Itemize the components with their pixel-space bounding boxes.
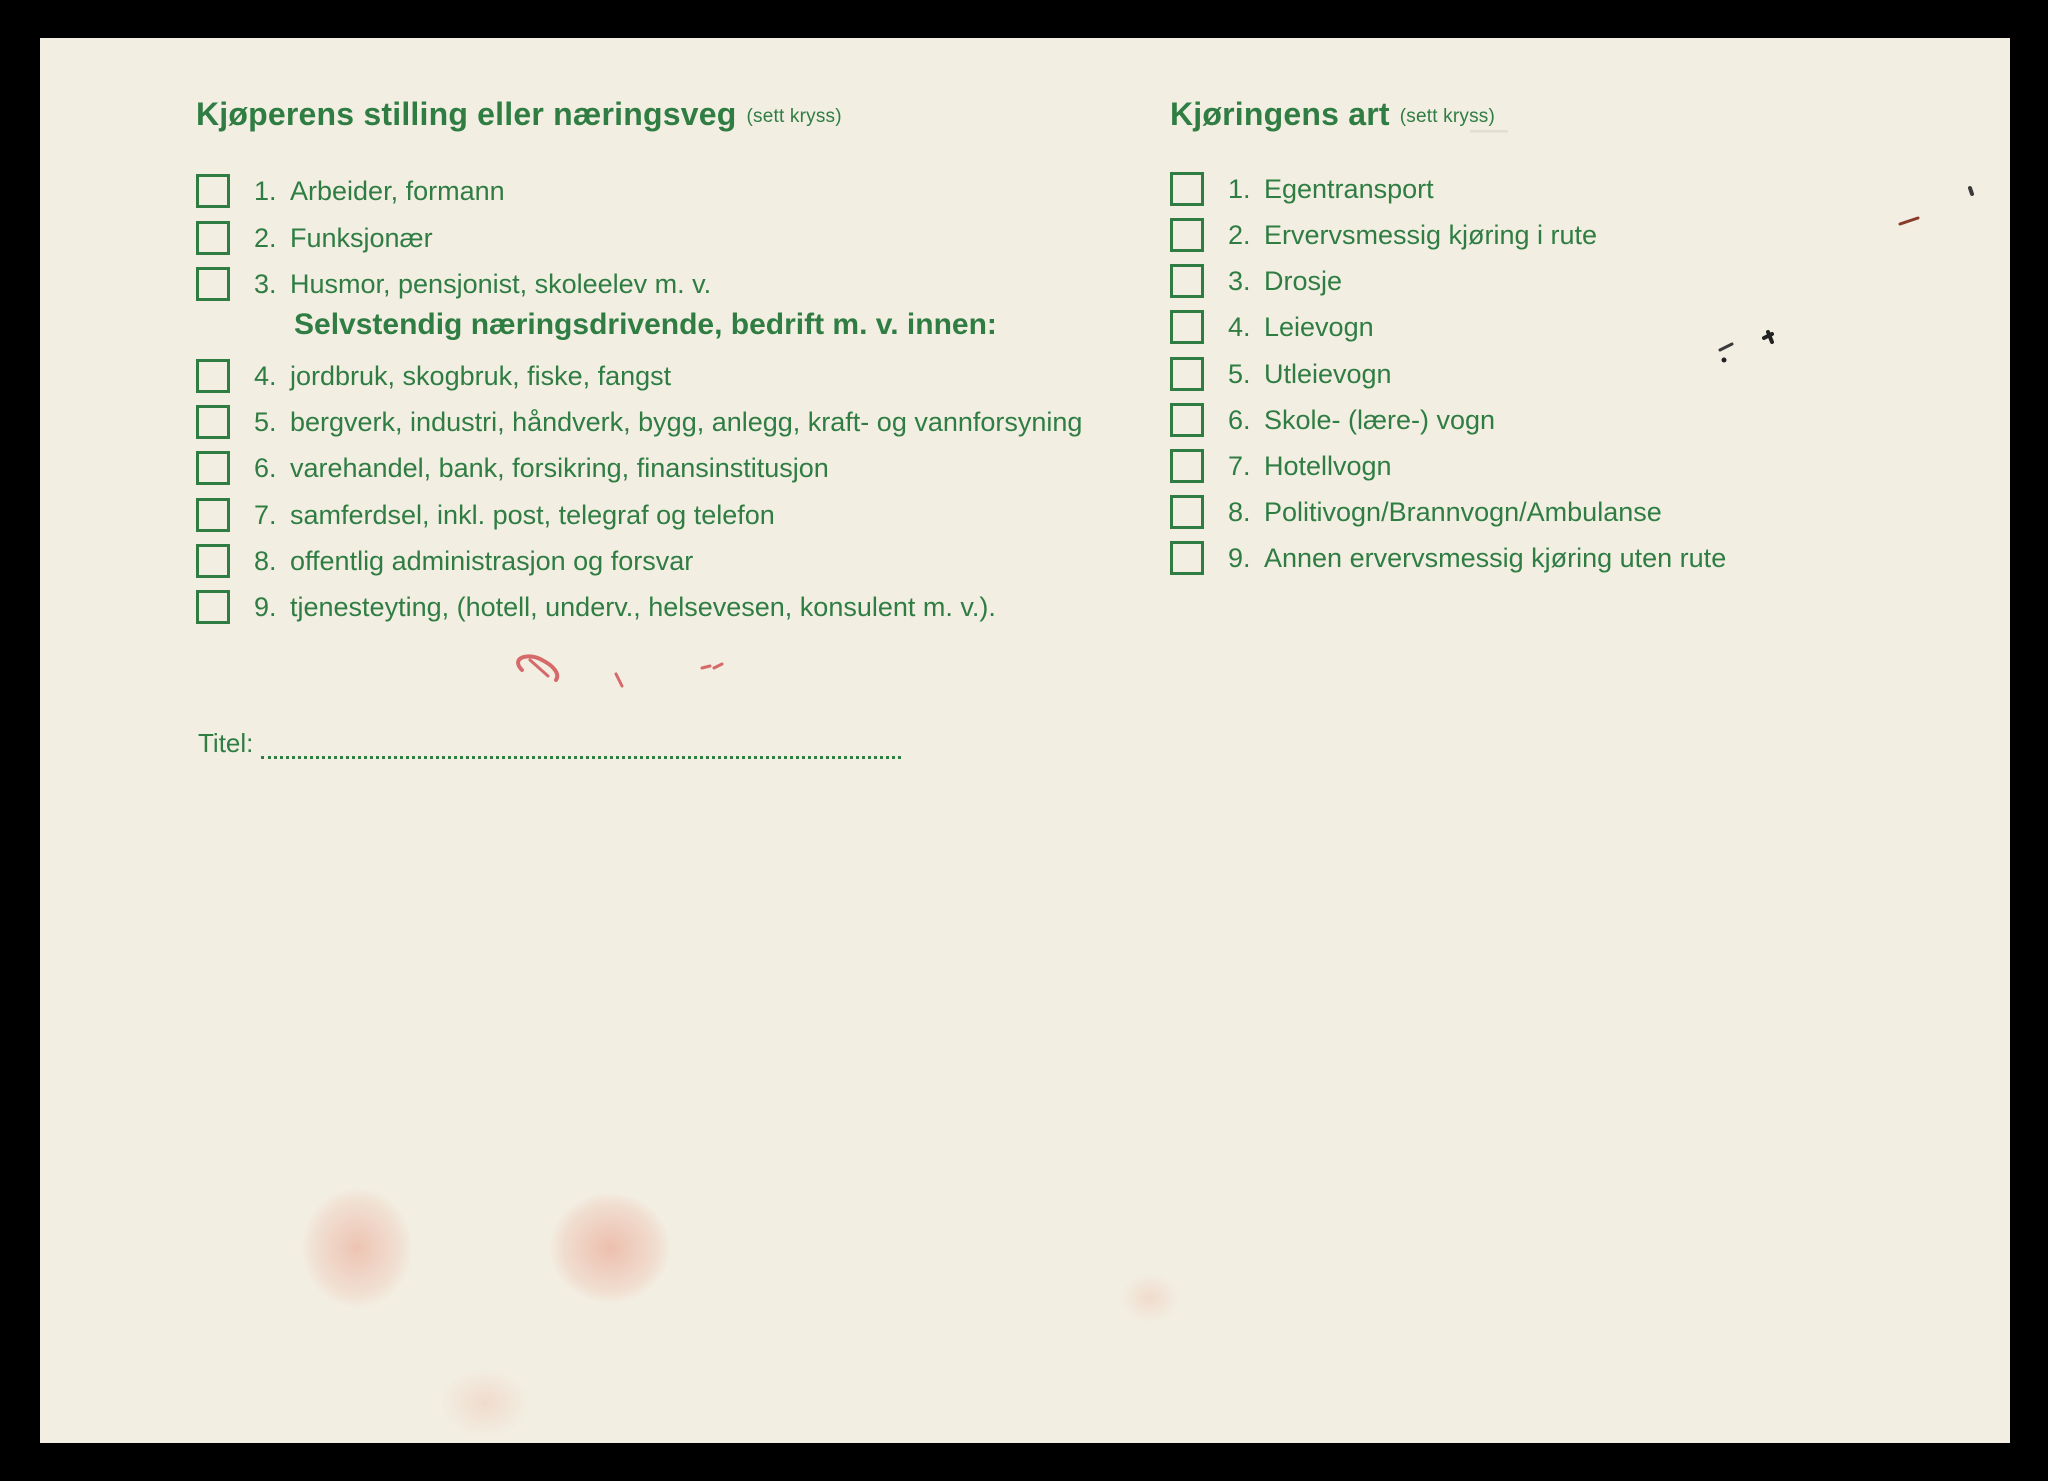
option-label: jordbruk, skogbruk, fiske, fangst (290, 360, 672, 391)
titel-row (198, 728, 901, 759)
checkbox-ervervsmessig-rute[interactable] (1170, 218, 1204, 252)
right-option-1 (1170, 169, 1434, 209)
right-option-2 (1170, 215, 1597, 255)
option-label: samferdsel, inkl. post, telegraf og telefon (290, 499, 775, 530)
option-label: Funksjonær (290, 222, 433, 253)
option-number: 2. (1228, 219, 1251, 250)
left-option-9 (196, 587, 996, 627)
option-number: 7. (254, 499, 277, 530)
left-option-5 (196, 402, 1082, 442)
left-subheading: Selvstendig næringsdrivende, bedrift m. v. innen: (294, 308, 997, 341)
left-option-6 (196, 448, 829, 488)
left-option-7 (196, 495, 775, 535)
stamp-stain-mid (1120, 1273, 1180, 1323)
checkbox-skolevogn[interactable] (1170, 403, 1204, 437)
option-number: 6. (254, 452, 277, 483)
checkbox-utleievogn[interactable] (1170, 357, 1204, 391)
left-option-2 (196, 218, 433, 258)
right-section-title-text: Kjøringens art (1170, 96, 1390, 132)
option-number: 2. (254, 222, 277, 253)
option-number: 7. (1228, 450, 1251, 481)
checkbox-bergverk[interactable] (196, 405, 230, 439)
option-label: Utleievogn (1264, 358, 1392, 389)
left-option-1 (196, 171, 505, 211)
option-number: 4. (1228, 311, 1251, 342)
ink-speck-marks (1680, 138, 2000, 378)
checkbox-husmor[interactable] (196, 267, 230, 301)
option-label: Leievogn (1264, 311, 1374, 342)
checkbox-offentlig[interactable] (196, 544, 230, 578)
right-option-8 (1170, 492, 1662, 532)
right-section-title (1170, 96, 1495, 133)
option-number: 8. (1228, 496, 1251, 527)
right-option-3 (1170, 261, 1342, 301)
right-section-hint: (sett kryss) (1399, 106, 1496, 127)
stamp-stain-bottom (440, 1368, 530, 1438)
left-section-title-text: Kjøperens stilling eller næringsveg (196, 96, 737, 132)
bleed-through-right: — (1470, 108, 1508, 150)
left-option-4 (196, 356, 671, 396)
titel-label: Titel: (198, 728, 254, 758)
option-label: tjenesteyting, (hotell, underv., helsevesen, konsulent m. v.). (290, 591, 996, 622)
checkbox-drosje[interactable] (1170, 264, 1204, 298)
option-label: bergverk, industri, håndverk, bygg, anlegg, kraft- og vannforsyning (290, 406, 1083, 437)
option-label: Arbeider, formann (290, 175, 505, 206)
option-number: 8. (254, 545, 277, 576)
checkbox-egentransport[interactable] (1170, 172, 1204, 206)
checkbox-jordbruk[interactable] (196, 359, 230, 393)
left-section-title (196, 96, 842, 133)
right-option-6 (1170, 400, 1495, 440)
option-label: varehandel, bank, forsikring, finansinstitusjon (290, 452, 829, 483)
checkbox-funksjonaer[interactable] (196, 221, 230, 255)
left-option-3 (196, 264, 711, 304)
checkbox-hotellvogn[interactable] (1170, 449, 1204, 483)
option-label: Drosje (1264, 265, 1343, 296)
checkbox-annen-kjoring[interactable] (1170, 541, 1204, 575)
option-number: 6. (1228, 404, 1251, 435)
option-label: Annen ervervsmessig kjøring uten rute (1264, 542, 1727, 573)
option-number: 9. (254, 591, 277, 622)
option-number: 9. (1228, 542, 1251, 573)
checkbox-politivogn[interactable] (1170, 495, 1204, 529)
checkbox-tjenesteyting[interactable] (196, 590, 230, 624)
option-label: Skole- (lære-) vogn (1264, 404, 1496, 435)
option-number: 5. (1228, 358, 1251, 389)
right-option-5 (1170, 354, 1392, 394)
option-number: 3. (1228, 265, 1251, 296)
option-number: 3. (254, 268, 277, 299)
red-pencil-mark (470, 638, 790, 708)
option-number: 5. (254, 406, 277, 437)
checkbox-samferdsel[interactable] (196, 498, 230, 532)
option-number: 1. (254, 175, 277, 206)
option-label: offentlig administrasjon og forsvar (290, 545, 694, 576)
checkbox-arbeider[interactable] (196, 174, 230, 208)
option-label: Politivogn/Brannvogn/Ambulanse (1264, 496, 1662, 527)
left-section-hint: (sett kryss) (746, 106, 842, 127)
option-label: Husmor, pensjonist, skoleelev m. v. (290, 268, 712, 299)
checkbox-leievogn[interactable] (1170, 310, 1204, 344)
left-option-8 (196, 541, 693, 581)
checkbox-varehandel[interactable] (196, 451, 230, 485)
option-label: Egentransport (1264, 173, 1434, 204)
right-option-7 (1170, 446, 1392, 486)
right-option-9 (1170, 538, 1726, 578)
stamp-stain-right (550, 1193, 670, 1303)
option-number: 1. (1228, 173, 1251, 204)
right-option-4 (1170, 307, 1374, 347)
titel-input[interactable] (261, 734, 901, 759)
option-number: 4. (254, 360, 277, 391)
option-label: Hotellvogn (1264, 450, 1392, 481)
stamp-stain-left (302, 1188, 412, 1308)
option-label: Ervervsmessig kjøring i rute (1264, 219, 1598, 250)
form-sheet (40, 38, 2010, 1443)
